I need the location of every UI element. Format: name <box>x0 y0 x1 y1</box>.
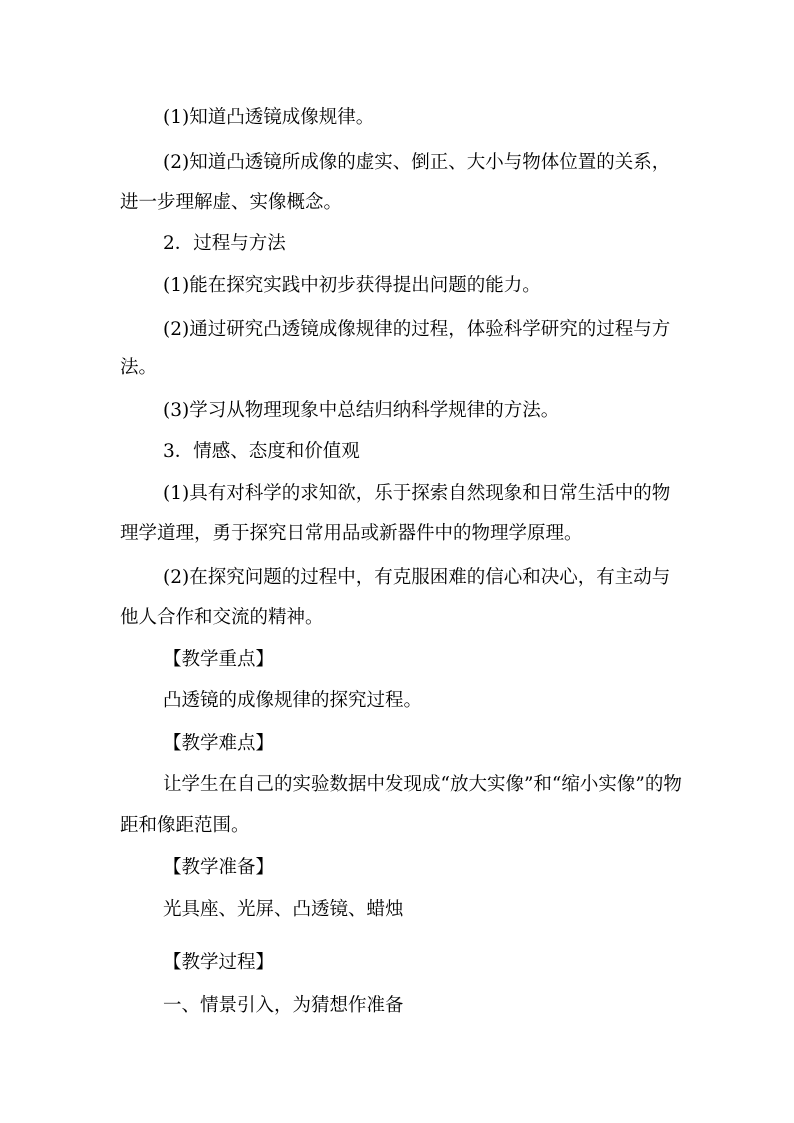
values-heading: 3．情感、态度和价值观 <box>163 441 360 462</box>
objective-2-3: (3)学习从物理现象中总结归纳科学规律的方法。 <box>163 400 560 421</box>
preparation-text: 光具座、光屏、凸透镜、蜡烛 <box>163 899 404 920</box>
objective-1-2: (2)知道凸透镜所成像的虚实、倒正、大小与物体位置的关系， <box>163 152 671 173</box>
difficulties-text-continued: 距和像距范围。 <box>120 815 250 836</box>
objective-2-2-continued: 法。 <box>120 357 158 378</box>
objective-2-1: (1)能在探究实践中初步获得提出问题的能力。 <box>163 275 541 296</box>
key-points-text: 凸透镜的成像规律的探究过程。 <box>163 690 423 711</box>
objective-1-2-continued: 进一步理解虚、实像概念。 <box>120 192 343 213</box>
process-heading: 2．过程与方法 <box>163 233 286 254</box>
preparation-heading: 【教学准备】 <box>163 857 275 878</box>
difficulties-heading: 【教学难点】 <box>163 733 275 754</box>
procedure-step-1: 一、情景引入，为猜想作准备 <box>163 995 404 1016</box>
objective-3-1-continued: 理学道理，勇于探究日常用品或新器件中的物理学原理。 <box>120 523 583 544</box>
objective-3-2: (2)在探究问题的过程中，有克服困难的信心和决心，有主动与 <box>163 567 671 588</box>
objective-3-1: (1)具有对科学的求知欲，乐于探索自然现象和日常生活中的物 <box>163 483 671 504</box>
objective-1-1: (1)知道凸透镜成像规律。 <box>163 107 375 128</box>
objective-3-2-continued: 他人合作和交流的精神。 <box>120 607 324 628</box>
objective-2-2: (2)通过研究凸透镜成像规律的过程，体验科学研究的过程与方 <box>163 319 671 340</box>
key-points-heading: 【教学重点】 <box>163 649 275 670</box>
difficulties-text: 让学生在自己的实验数据中发现成“放大实像”和“缩小实像”的物 <box>163 774 682 795</box>
procedure-heading: 【教学过程】 <box>163 952 275 973</box>
